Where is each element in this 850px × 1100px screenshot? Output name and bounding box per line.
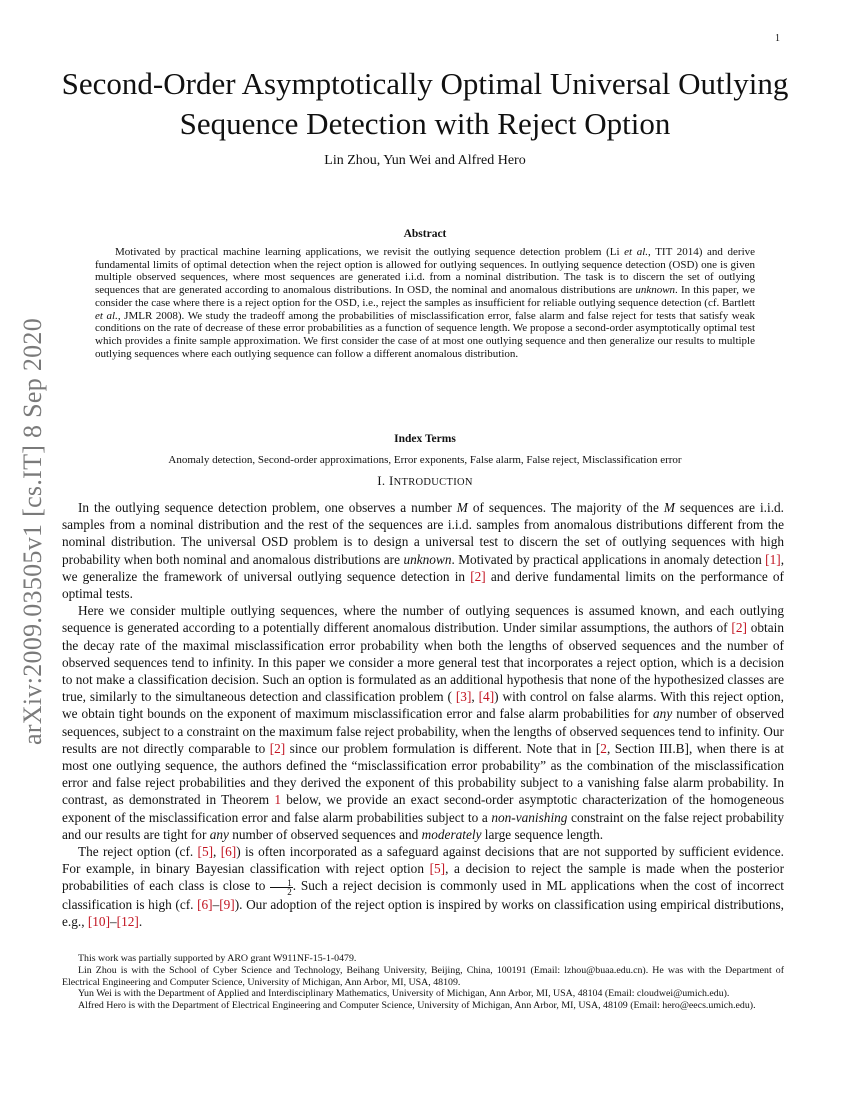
abstract-heading: Abstract bbox=[403, 228, 447, 240]
paragraph: Here we consider multiple outlying sequences, where the number of outlying sequences is assumed known, and each outlying sequence is generated according to a potentially different anomalous distribution. Under similar assumptions, the authors of [2] obtain the decay rate of the maximal misclassification error probability when both the lengths of observed sequences and the number of observed sequences tend to infinity. In this paper we consider a more general test that incorporates a reject option, which is a decision to not make a classification decision. Such an option is formulated as an additional hypothesis that none of the hypothesized classes are true, similarly to the simultaneous detection and classification problem ( [3], [4]) with control on false alarms. With this reject option, we obtain tight bounds on the exponent of maximum misclassification error and false alarm probabilities for any number of observed sequences, subject to a constraint on the maximum false reject probability, when the lengths of observed sequences tend to infinity. Our results are not directly comparable to [2] since our problem formulation is different. Note that in [2, Section III.B], when there is at most one outlying sequence, the authors defined the “misclassification error probability” as the combination of the misclassification error and false reject probabilities and they derived the exponent of this probability subject to a vanishing false alarm probability. In contrast, as demonstrated in Theorem 1 below, we provide an exact second-order asymptotic characterization of the homogeneous exponent of the misclassification error and false alarm probabilities subject to a non-vanishing constraint on the false reject probability and our results are tight for any number of observed sequences and moderately large sequence length. bbox=[62, 603, 785, 842]
citation-link[interactable]: [1] bbox=[765, 551, 781, 567]
citation-link[interactable]: [2] bbox=[470, 568, 486, 584]
section-heading-introduction: I. INTRODUCTION bbox=[377, 473, 473, 488]
citation-link[interactable]: [3] bbox=[455, 689, 472, 705]
citation-link[interactable]: [9] bbox=[219, 896, 235, 912]
introduction-body bbox=[62, 499, 784, 930]
citation-link[interactable]: 2 bbox=[600, 740, 607, 756]
footnote-author-1: Lin Zhou is with the School of Cyber Science and Technology, Beihang University, Beijing, China, 100191 (Email: lzhou@buaa.edu.cn). He was with the Department of Electrical Engineering and Computer Science, University of Michigan, Ann Arbor, MI, USA, 48109. bbox=[62, 964, 784, 988]
citation-link[interactable]: [12] bbox=[116, 914, 139, 930]
fraction-one-half: $\frac{1}{2}$ bbox=[270, 879, 293, 896]
citation-link[interactable]: [10] bbox=[87, 914, 111, 930]
footnote-author-2: Yun Wei is with the Department of Applied and Interdisciplinary Mathematics, University of Michigan, Ann Arbor, MI, USA, 48104 (Email: cloudwei@umich.edu). bbox=[78, 988, 730, 1000]
index-terms-text: Anomaly detection, Second-order approximations, Error exponents, False alarm, False reject, Misclassification error bbox=[168, 454, 682, 466]
citation-link[interactable]: [2] bbox=[731, 620, 747, 636]
citation-link[interactable]: [5] bbox=[197, 844, 214, 860]
citation-link[interactable]: [5] bbox=[429, 861, 446, 877]
paper-title: Second-Order Asymptotically Optimal Universal Outlying Sequence Detection with Reject Option bbox=[61, 66, 789, 141]
arxiv-stamp: arXiv:2009.03505v1 [cs.IT] 8 Sep 2020 bbox=[18, 317, 47, 745]
index-terms-heading: Index Terms bbox=[394, 433, 456, 445]
abstract-section bbox=[95, 228, 755, 360]
author-list: Lin Zhou, Yun Wei and Alfred Hero bbox=[324, 153, 526, 168]
paragraph: The reject option (cf. [5], [6]) is often incorporated as a safeguard against decisions that are not supported by sufficient evidence. For example, in binary Bayesian classification with reject option [5], a decision to reject the sample is made when the posterior probabilities of each class is close to $\frac{1}{2}$ . Such a reject decision is commonly used in ML applications when the cost of incorrect classification is high (cf. [6]–[9]). Our adoption of the reject option is inspired by works on classification using empirical distributions, e.g., [10]–[12]. bbox=[62, 844, 784, 930]
citation-link[interactable]: [4] bbox=[478, 689, 495, 705]
citation-link[interactable]: [2] bbox=[269, 740, 286, 756]
footnote-funding: This work was partially supported by ARO grant W911NF-15-1-0479. bbox=[78, 953, 357, 964]
page-number: 1 bbox=[775, 33, 780, 44]
footnotes bbox=[62, 953, 784, 1012]
footnote-author-3: Alfred Hero is with the Department of Electrical Engineering and Computer Science, University of Michigan, Ann Arbor, MI, USA, 48109 (Email: hero@eecs.umich.edu). bbox=[78, 1000, 756, 1012]
abstract-text: Motivated by practical machine learning applications, we revisit the outlying sequence detection problem (Li et al., TIT 2014) and derive fundamental limits of optimal detection when the reject option is allowed for outlying sequences. In outlying sequence detection (OSD) one is given multiple observed sequences, where most sequences are generated i.i.d. from a nominal distribution. The task is to discern the set of outlying sequences that are generated according to anomalous distributions. In OSD, the nominal and anomalous distributions are unknown. In this paper, we consider the case where there is a reject option for the OSD, i.e., reject the samples as insufficient for reliable outlying sequence detection (cf. Bartlett et al., JMLR 2008). We study the tradeoff among the probabilities of misclassification error, false alarm and false reject for tests that satisfy weak conditions on the rate of decrease of these error probabilities as a function of sequence length. We propose a second-order asymptotically optimal test which provides a finite sample approximation. We first consider the case of at most one outlying sequence and then generalize our results to multiple outlying sequences where each outlying sequence can follow a different anomalous distribution. bbox=[95, 246, 756, 360]
index-terms-section bbox=[95, 433, 755, 466]
theorem-link[interactable]: 1 bbox=[274, 792, 282, 808]
citation-link[interactable]: [6] bbox=[197, 896, 213, 912]
citation-link[interactable]: [6] bbox=[220, 844, 237, 860]
paragraph: In the outlying sequence detection problem, one observes a number M of sequences. The majority of the M sequences are i.i.d. samples from a nominal distribution and the rest of the sequences are i.i.d. samples from anomalous distributions different from the nominal distribution. The universal OSD problem is to design a universal test to discern the set of outlying sequences with high probability when both nominal and anomalous distributions are unknown. Motivated by practical applications in anomaly detection [1], we generalize the framework of universal outlying sequence detection in [2] and derive fundamental limits on the performance of optimal tests. bbox=[62, 500, 785, 602]
